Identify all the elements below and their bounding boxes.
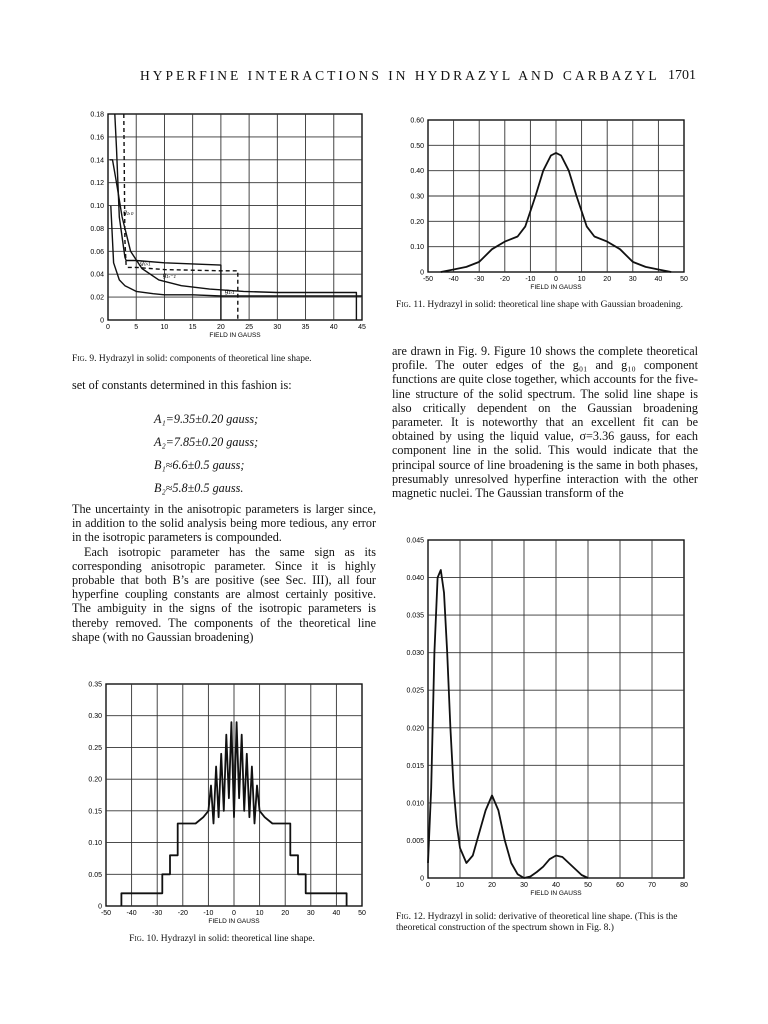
fig9-ytick-label: 0.04 [90, 271, 104, 279]
right-body [392, 344, 698, 500]
fig9-ytick-label: 0.08 [90, 225, 104, 233]
fig9-series-label: g₁,₀ [123, 209, 134, 216]
left-paragraph-1: The uncertainty in the anisotropic parameters is larger since, in addition to the solid analysis being more tedious, any error in the isotropic parameters is compounded. [72, 502, 376, 545]
fig11-xtick-label: 10 [577, 276, 586, 283]
fig10-xtick-label: -30 [152, 910, 163, 917]
fig9-ytick-label: 0.02 [90, 294, 104, 302]
fig9-xlabel: FIELD IN GAUSS [209, 332, 261, 339]
fig12-caption [396, 912, 702, 934]
equation-a2: A₂=7.85±0.20 gauss; [154, 435, 259, 449]
fig9-xtick-label: 15 [188, 324, 197, 331]
fig11-xtick-label: -20 [499, 276, 510, 283]
fig12-ytick-label: 0.005 [406, 837, 424, 845]
page-number: 1701 [668, 68, 696, 83]
fig9-chart [72, 108, 372, 348]
fig11-ytick-label: 0.60 [410, 117, 424, 125]
equation-a1: A₁=9.35±0.20 gauss; [154, 412, 259, 426]
running-header [0, 68, 768, 90]
fig10-xtick-label: -20 [177, 910, 188, 917]
fig12-xtick-label: 60 [616, 882, 624, 889]
fig12-label: Fig. 12. [396, 912, 426, 922]
fig10-xtick-label: 0 [232, 910, 236, 917]
right-paragraph: are drawn in Fig. 9. Figure 10 shows the complete theoretical profile. The outer edges of the g₀₁ and g₁₀ component functions are quite close together, which accounts for the five-line structure of the solid spectrum. The solid line shape is also critically dependent on the Gaussian broadening parameter. It is noteworthy that an excellent fit can be obtained by using the liquid value, σ=3.36 gauss, for each component line in the solid. This would indicate that the principal source of line broadening is the same in both phases, presumably unresolved hyperfine interaction with the other magnetic nuclei. The Gaussian transform of the [392, 344, 698, 501]
fig12-caption-text: Hydrazyl in solid: derivative of theoretical line shape. (This is the theoretical construction of the spectrum shown in Fig. 8.) [396, 912, 678, 933]
fig11-xtick-label: 30 [628, 276, 637, 283]
fig9-plot-frame [108, 114, 362, 320]
fig9-xtick-label: 40 [329, 324, 338, 331]
fig11-ytick-label: 0.10 [410, 244, 424, 252]
fig12-ytick-label: 0 [420, 875, 424, 883]
fig9-ytick-label: 0.12 [90, 180, 104, 188]
fig9-ytick-label: 0.10 [90, 203, 104, 211]
fig10-xtick-label: -40 [126, 910, 137, 917]
fig11-caption-text: Hydrazyl in solid: theoretical line shape with Gaussian broadening. [427, 300, 683, 310]
fig9-caption-text: Hydrazyl in solid: components of theoretical line shape. [98, 354, 312, 364]
left-body [72, 502, 376, 644]
fig12-ytick-label: 0.040 [406, 575, 424, 583]
fig12-ytick-label: 0.035 [406, 612, 424, 620]
fig9-series-label: g₁,₋₁ [162, 271, 176, 279]
fig9-ytick-label: 0 [100, 317, 104, 325]
left-intro [72, 378, 376, 392]
fig10-ytick-label: 0.30 [88, 713, 102, 721]
fig11-ytick-label: 0.20 [410, 218, 424, 226]
fig10-caption [72, 934, 372, 945]
fig9-ytick-label: 0.18 [90, 111, 104, 119]
fig10-label: Fig. 10. [129, 934, 159, 944]
fig11-xtick-label: -10 [525, 276, 536, 283]
equation-b2: B₂≈5.8±0.5 gauss. [154, 481, 244, 495]
fig11-xtick-label: 50 [680, 276, 688, 283]
fig9-xtick-label: 35 [301, 324, 310, 331]
fig10-xtick-label: -10 [203, 910, 214, 917]
left-paragraph-2: Each isotropic parameter has the same sign as its corresponding anisotropic parameter. Since it is highly probable that both B’s are positive (see Sec. III), all four hyperfine coupling constants are almost certainly positive. The ambiguity in the signs of the isotropic parameters is thereby removed. The components of the theoretical line shape (with no Gaussian broadening) [72, 544, 376, 644]
fig9-label: Fig. 9. [72, 354, 97, 364]
running-title: HYPERFINE INTERACTIONS IN HYDRAZYL AND CARBAZYL [140, 68, 660, 83]
fig12-xtick-label: 10 [456, 882, 464, 889]
fig10-ytick-label: 0.10 [88, 840, 102, 848]
fig10-ytick-label: 0.15 [88, 808, 102, 816]
fig12-ytick-label: 0.030 [406, 650, 424, 658]
fig12-series-line [428, 570, 588, 878]
fig11-xtick-label: 20 [603, 276, 612, 283]
fig11-xlabel: FIELD IN GAUSS [530, 284, 582, 291]
fig9-xtick-label: 25 [245, 324, 254, 331]
fig9-series-line [111, 206, 362, 296]
fig12-ytick-label: 0.025 [406, 687, 424, 695]
fig9-ytick-label: 0.06 [90, 248, 104, 256]
fig12-xtick-label: 80 [680, 882, 688, 889]
fig9-ytick-label: 0.14 [90, 157, 104, 165]
fig11-xtick-label: -50 [422, 276, 434, 283]
fig10-ytick-label: 0.20 [88, 776, 102, 784]
fig12-ytick-label: 0.020 [406, 725, 424, 733]
fig12-ytick-label: 0.015 [406, 762, 424, 770]
fig10-xlabel: FIELD IN GAUSS [208, 918, 260, 925]
fig11-chart [396, 112, 696, 296]
fig12-xtick-label: 50 [584, 882, 592, 889]
fig11-xtick-label: 40 [654, 276, 663, 283]
fig9-series-label: g₁,₁ [224, 287, 235, 295]
fig12-xtick-label: 20 [488, 882, 496, 889]
fig9-series-label: g₀,₁ [140, 259, 151, 267]
fig10-chart [72, 678, 372, 930]
fig11-ytick-label: 0 [420, 269, 424, 277]
fig12-xtick-label: 30 [520, 882, 528, 889]
fig12-chart [396, 530, 706, 908]
fig10-xtick-label: 10 [255, 910, 264, 917]
fig9-xtick-label: 5 [134, 324, 139, 331]
fig10-xtick-label: -50 [100, 910, 112, 917]
fig10-ytick-label: 0.25 [88, 744, 102, 752]
fig12-xlabel: FIELD IN GAUSS [530, 890, 582, 897]
fig9-ytick-label: 0.16 [90, 134, 104, 142]
fig10-ytick-label: 0.35 [88, 681, 102, 689]
fig10-ytick-label: 0 [98, 903, 102, 911]
fig11-xtick-label: 0 [554, 276, 558, 283]
fig12-xtick-label: 40 [552, 882, 560, 889]
fig11-ytick-label: 0.30 [410, 193, 424, 201]
fig12-xtick-label: 0 [426, 882, 430, 889]
equation-b1: B₁≈6.6±0.5 gauss; [154, 458, 245, 472]
fig9-caption [72, 354, 372, 365]
fig10-caption-text: Hydrazyl in solid: theoretical line shape. [160, 934, 315, 944]
fig11-xtick-label: -30 [474, 276, 485, 283]
equation-list [154, 408, 258, 500]
fig10-xtick-label: 50 [358, 910, 366, 917]
left-intro-text: set of constants determined in this fashion is: [72, 378, 292, 392]
fig11-ytick-label: 0.50 [410, 142, 424, 150]
fig9-xtick-label: 10 [160, 324, 169, 331]
fig12-xtick-label: 70 [648, 882, 656, 889]
fig10-ytick-label: 0.05 [88, 871, 102, 879]
fig9-xtick-label: 0 [106, 324, 110, 331]
fig11-caption [396, 300, 702, 311]
fig11-ytick-label: 0.40 [410, 168, 424, 176]
fig9-xtick-label: 45 [358, 324, 366, 331]
fig11-xtick-label: -40 [448, 276, 459, 283]
fig12-ytick-label: 0.010 [406, 800, 424, 808]
fig10-xtick-label: 40 [332, 910, 341, 917]
fig9-xtick-label: 30 [273, 324, 282, 331]
fig9-xtick-label: 20 [216, 324, 225, 331]
fig10-xtick-label: 20 [281, 910, 290, 917]
fig11-label: Fig. 11. [396, 300, 425, 310]
fig10-xtick-label: 30 [306, 910, 315, 917]
fig12-ytick-label: 0.045 [406, 537, 424, 545]
